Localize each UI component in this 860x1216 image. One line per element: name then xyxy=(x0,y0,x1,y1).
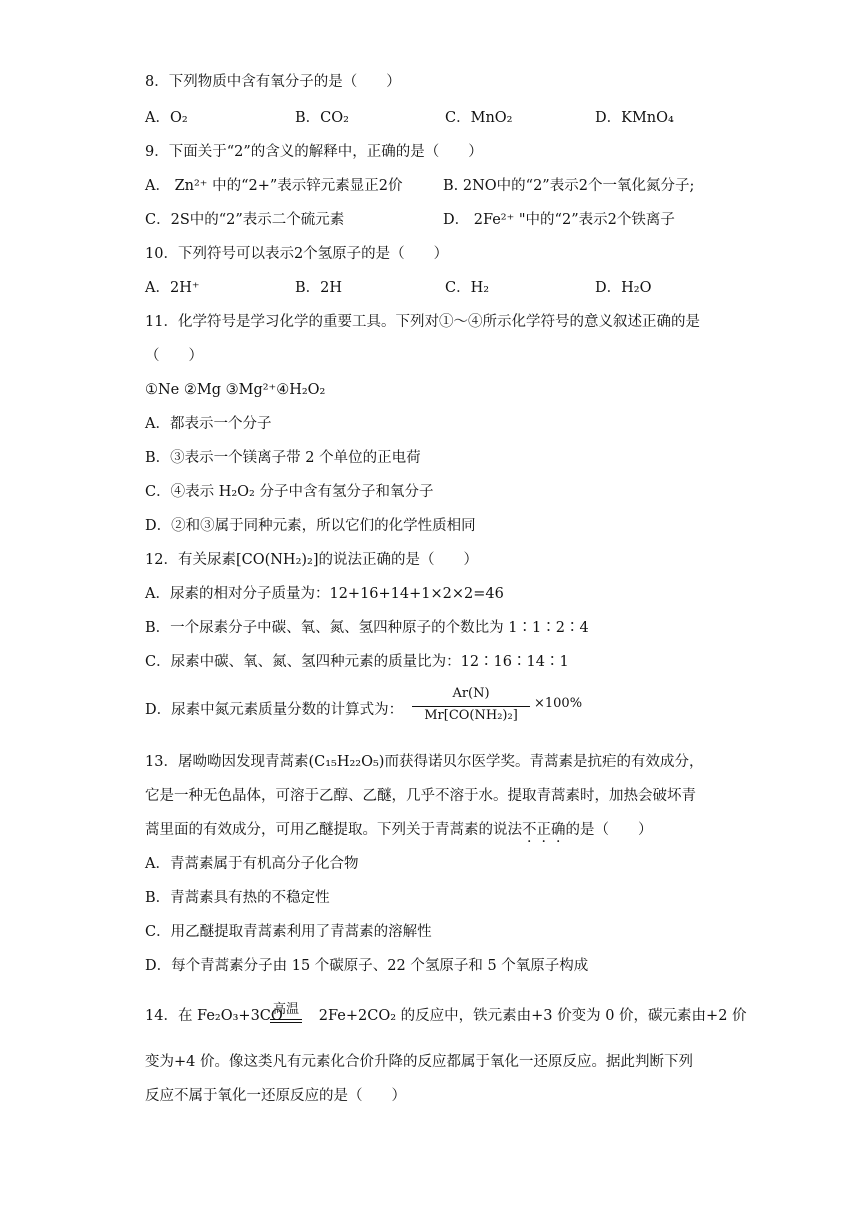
q12-option-b: B．一个尿素分子中碳、氧、氮、氢四种原子的个数比为 1∶1∶2∶4 xyxy=(145,620,589,636)
q11-option-b: B．③表示一个镁离子带 2 个单位的正电荷 xyxy=(145,450,421,466)
q14-line-1-pre: 14．在 Fe₂O₃+3CO xyxy=(145,1008,283,1024)
q13-option-c: C．用乙醚提取青蒿素利用了青蒿素的溶解性 xyxy=(145,924,432,940)
q13-line-3 xyxy=(145,820,653,840)
q13-line-3-pre: 蒿里面的有效成分，可用乙醚提取。下列关于青蒿素的说法 xyxy=(145,822,522,838)
q12-option-a: A．尿素的相对分子质量为：12+16+14+1×2×2=46 xyxy=(145,586,504,602)
equals-sign xyxy=(270,1019,302,1023)
q9-option-b: B. 2NO中的“2”表示2个一氧化氮分子; xyxy=(443,178,695,194)
q8-stem: 8．下列物质中含有氧分子的是（ ） xyxy=(145,74,401,90)
q8-option-b: B．CO₂ xyxy=(295,110,349,126)
q13-option-b: B．青蒿素具有热的不稳定性 xyxy=(145,890,330,906)
fraction-numerator: Ar(N) xyxy=(452,686,490,701)
q11-stem-line-2: （ ） xyxy=(145,348,203,364)
q10-option-d: D．H₂O xyxy=(595,280,652,296)
q12-option-d: D．尿素中氮元素质量分数的计算式为： xyxy=(145,702,404,718)
condition-label: 高温 xyxy=(272,1002,299,1017)
q8-option-c: C．MnO₂ xyxy=(445,110,513,126)
q13-option-d: D．每个青蒿素分子由 15 个碳原子、22 个氢原子和 5 个氧原子构成 xyxy=(145,958,589,974)
q13-option-a: A．青蒿素属于有机高分子化合物 xyxy=(145,856,359,872)
q9-option-d: D． 2Fe²⁺ "中的“2”表示2个铁离子 xyxy=(443,212,675,228)
q9-option-a: A． Zn²⁺ 中的“2+”表示锌元素显正2价 xyxy=(145,178,403,194)
q8-option-a: A．O₂ xyxy=(145,110,188,126)
emphasis-char: 不 xyxy=(522,822,537,838)
q8-option-d: D．KMnO₄ xyxy=(595,110,674,126)
fraction-bar xyxy=(412,706,530,707)
q10-option-a: A．2H⁺ xyxy=(145,280,200,296)
q13-line-3-post: 的是（ ） xyxy=(565,822,653,838)
reaction-condition xyxy=(270,1002,302,1023)
q12-stem: 12．有关尿素[CO(NH₂)₂]的说法正确的是（ ） xyxy=(145,552,479,568)
q11-stem-line-1: 11．化学符号是学习化学的重要工具。下列对①～④所示化学符号的意义叙述正确的是 xyxy=(145,314,700,330)
q13-line-2: 它是一种无色晶体，可溶于乙醇、乙醚，几乎不溶于水。提取青蒿素时，加热会破坏青 xyxy=(145,788,696,804)
q14-line-1-post: 2Fe+2CO₂ 的反应中，铁元素由+3 价变为 0 价，碳元素由+2 价 xyxy=(318,1008,747,1024)
q14-line-2: 变为+4 价。像这类凡有元素化合价升降的反应都属于氧化一还原反应。据此判断下列 xyxy=(145,1054,693,1070)
q14-line-3: 反应不属于氧化一还原反应的是（ ） xyxy=(145,1088,406,1104)
fraction-percent: ×100% xyxy=(534,696,583,711)
q10-option-b: B．2H xyxy=(295,280,343,296)
emphasis-char: 正 xyxy=(536,822,551,838)
emphasis-char: 确 xyxy=(551,822,566,838)
q9-stem: 9．下面关于“2”的含义的解释中，正确的是（ ） xyxy=(145,144,483,160)
q11-symbols: ①Ne ②Mg ③Mg²⁺④H₂O₂ xyxy=(145,382,326,398)
q14-line-1 xyxy=(145,1006,747,1026)
q12-option-c: C．尿素中碳、氧、氮、氢四种元素的质量比为：12∶16∶14∶1 xyxy=(145,654,569,670)
q11-option-d: D．②和③属于同种元素，所以它们的化学性质相同 xyxy=(145,518,476,534)
q13-line-1: 13．屠呦呦因发现青蒿素(C₁₅H₂₂O₅)而获得诺贝尔医学奖。青蒿素是抗疟的有效成分， xyxy=(145,754,704,770)
fraction-denominator: Mr[CO(NH₂)₂] xyxy=(424,708,518,723)
q9-option-c: C．2S中的“2”表示二个硫元素 xyxy=(145,212,345,228)
q10-stem: 10．下列符号可以表示2个氢原子的是（ ） xyxy=(145,246,449,262)
q10-option-c: C．H₂ xyxy=(445,280,490,296)
q11-option-c: C．④表示 H₂O₂ 分子中含有氢分子和氧分子 xyxy=(145,484,434,500)
q11-option-a: A．都表示一个分子 xyxy=(145,416,272,432)
